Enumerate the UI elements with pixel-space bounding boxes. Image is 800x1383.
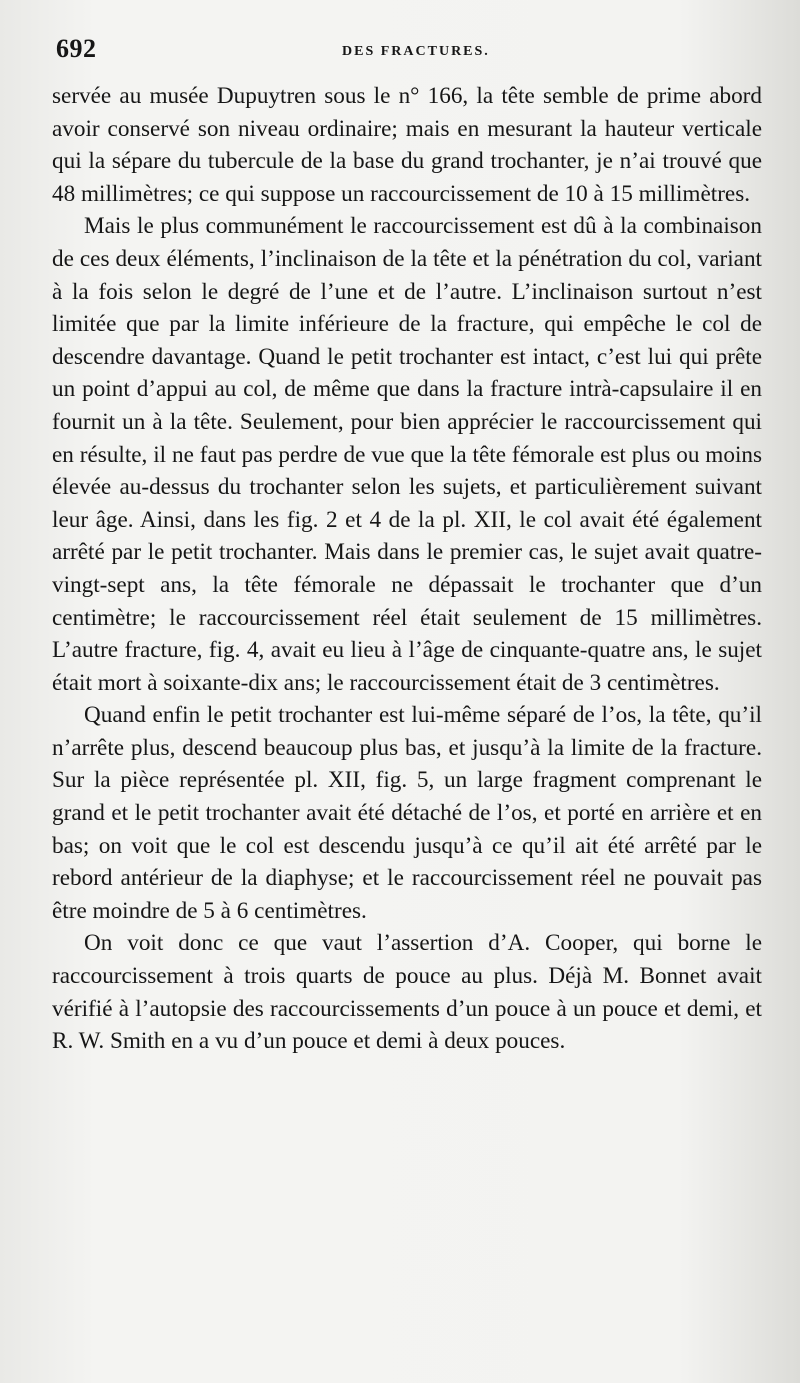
body-text (52, 80, 762, 1058)
paragraph-combination: Mais le plus communément le raccourcissement est dû à la combinaison de ces deux éléments, l’inclinaison de la tête et la pénétration du col, variant à la fois selon le degré de l’une et de l’autre. L’inclinaison surtout n’est limitée que par la limite inférieure de la fracture, qui empêche le col de descendre davantage. Quand le petit trochanter est intact, c’est lui qui prête un point d’appui au col, de même que dans la fracture intrà-capsulaire il en fournit un à la tête. Seulement, pour bien apprécier le raccourcissement qui en résulte, il ne faut pas perdre de vue que la tête fémorale est plus ou moins élevée au-dessus du trochanter selon les sujets, et particulièrement suivant leur âge. Ainsi, dans les fig. 2 et 4 de la pl. XII, le col avait été également arrêté par le petit trochanter. Mais dans le premier cas, le sujet avait quatre-vingt-sept ans, la tête fémorale ne dépassait le trochanter que d’un centimètre; le raccourcissement réel était seulement de 15 millimètres. L’autre fracture, fig. 4, avait eu lieu à l’âge de cinquante-quatre ans, le sujet était mort à soixante-dix ans; le raccourcissement était de 3 centimètres. (52, 213, 762, 696)
paragraph-continuation: servée au musée Dupuytren sous le n° 166, la tête semble de prime abord avoir conservé son niveau ordinaire; mais en mesurant la hauteur verticale qui la sépare du tubercule de la base du grand trochanter, je n’ai trouvé que 48 millimètres; ce qui suppose un raccourcissement de 10 à 15 millimètres. (52, 83, 762, 207)
paragraph-cooper: On voit donc ce que vaut l’assertion d’A. Cooper, qui borne le raccourcissement à trois quarts de pouce au plus. Déjà M. Bonnet avait vérifié à l’autopsie des raccourcissements d’un pouce à un pouce et demi, et R. W. Smith en a vu d’un pouce et demi à deux pouces. (52, 930, 762, 1055)
running-head: DES FRACTURES. (342, 44, 490, 59)
page-header (52, 30, 764, 70)
page-number: 692 (56, 34, 97, 63)
paragraph-petit-trochanter: Quand enfin le petit trochanter est lui-même séparé de l’os, la tête, qu’il n’arrête plus, descend beaucoup plus bas, et jusqu’à la limite de la fracture. Sur la pièce représentée pl. XII, fig. 5, un large fragment comprenant le grand et le petit trochanter avait été détaché de l’os, et porté en arrière et en bas; on voit que le col est descendu jusqu’à ce qu’il ait été arrêté par le rebord antérieur de la diaphyse; et le raccourcissement réel ne pouvait pas être moindre de 5 à 6 centimètres. (52, 702, 762, 924)
